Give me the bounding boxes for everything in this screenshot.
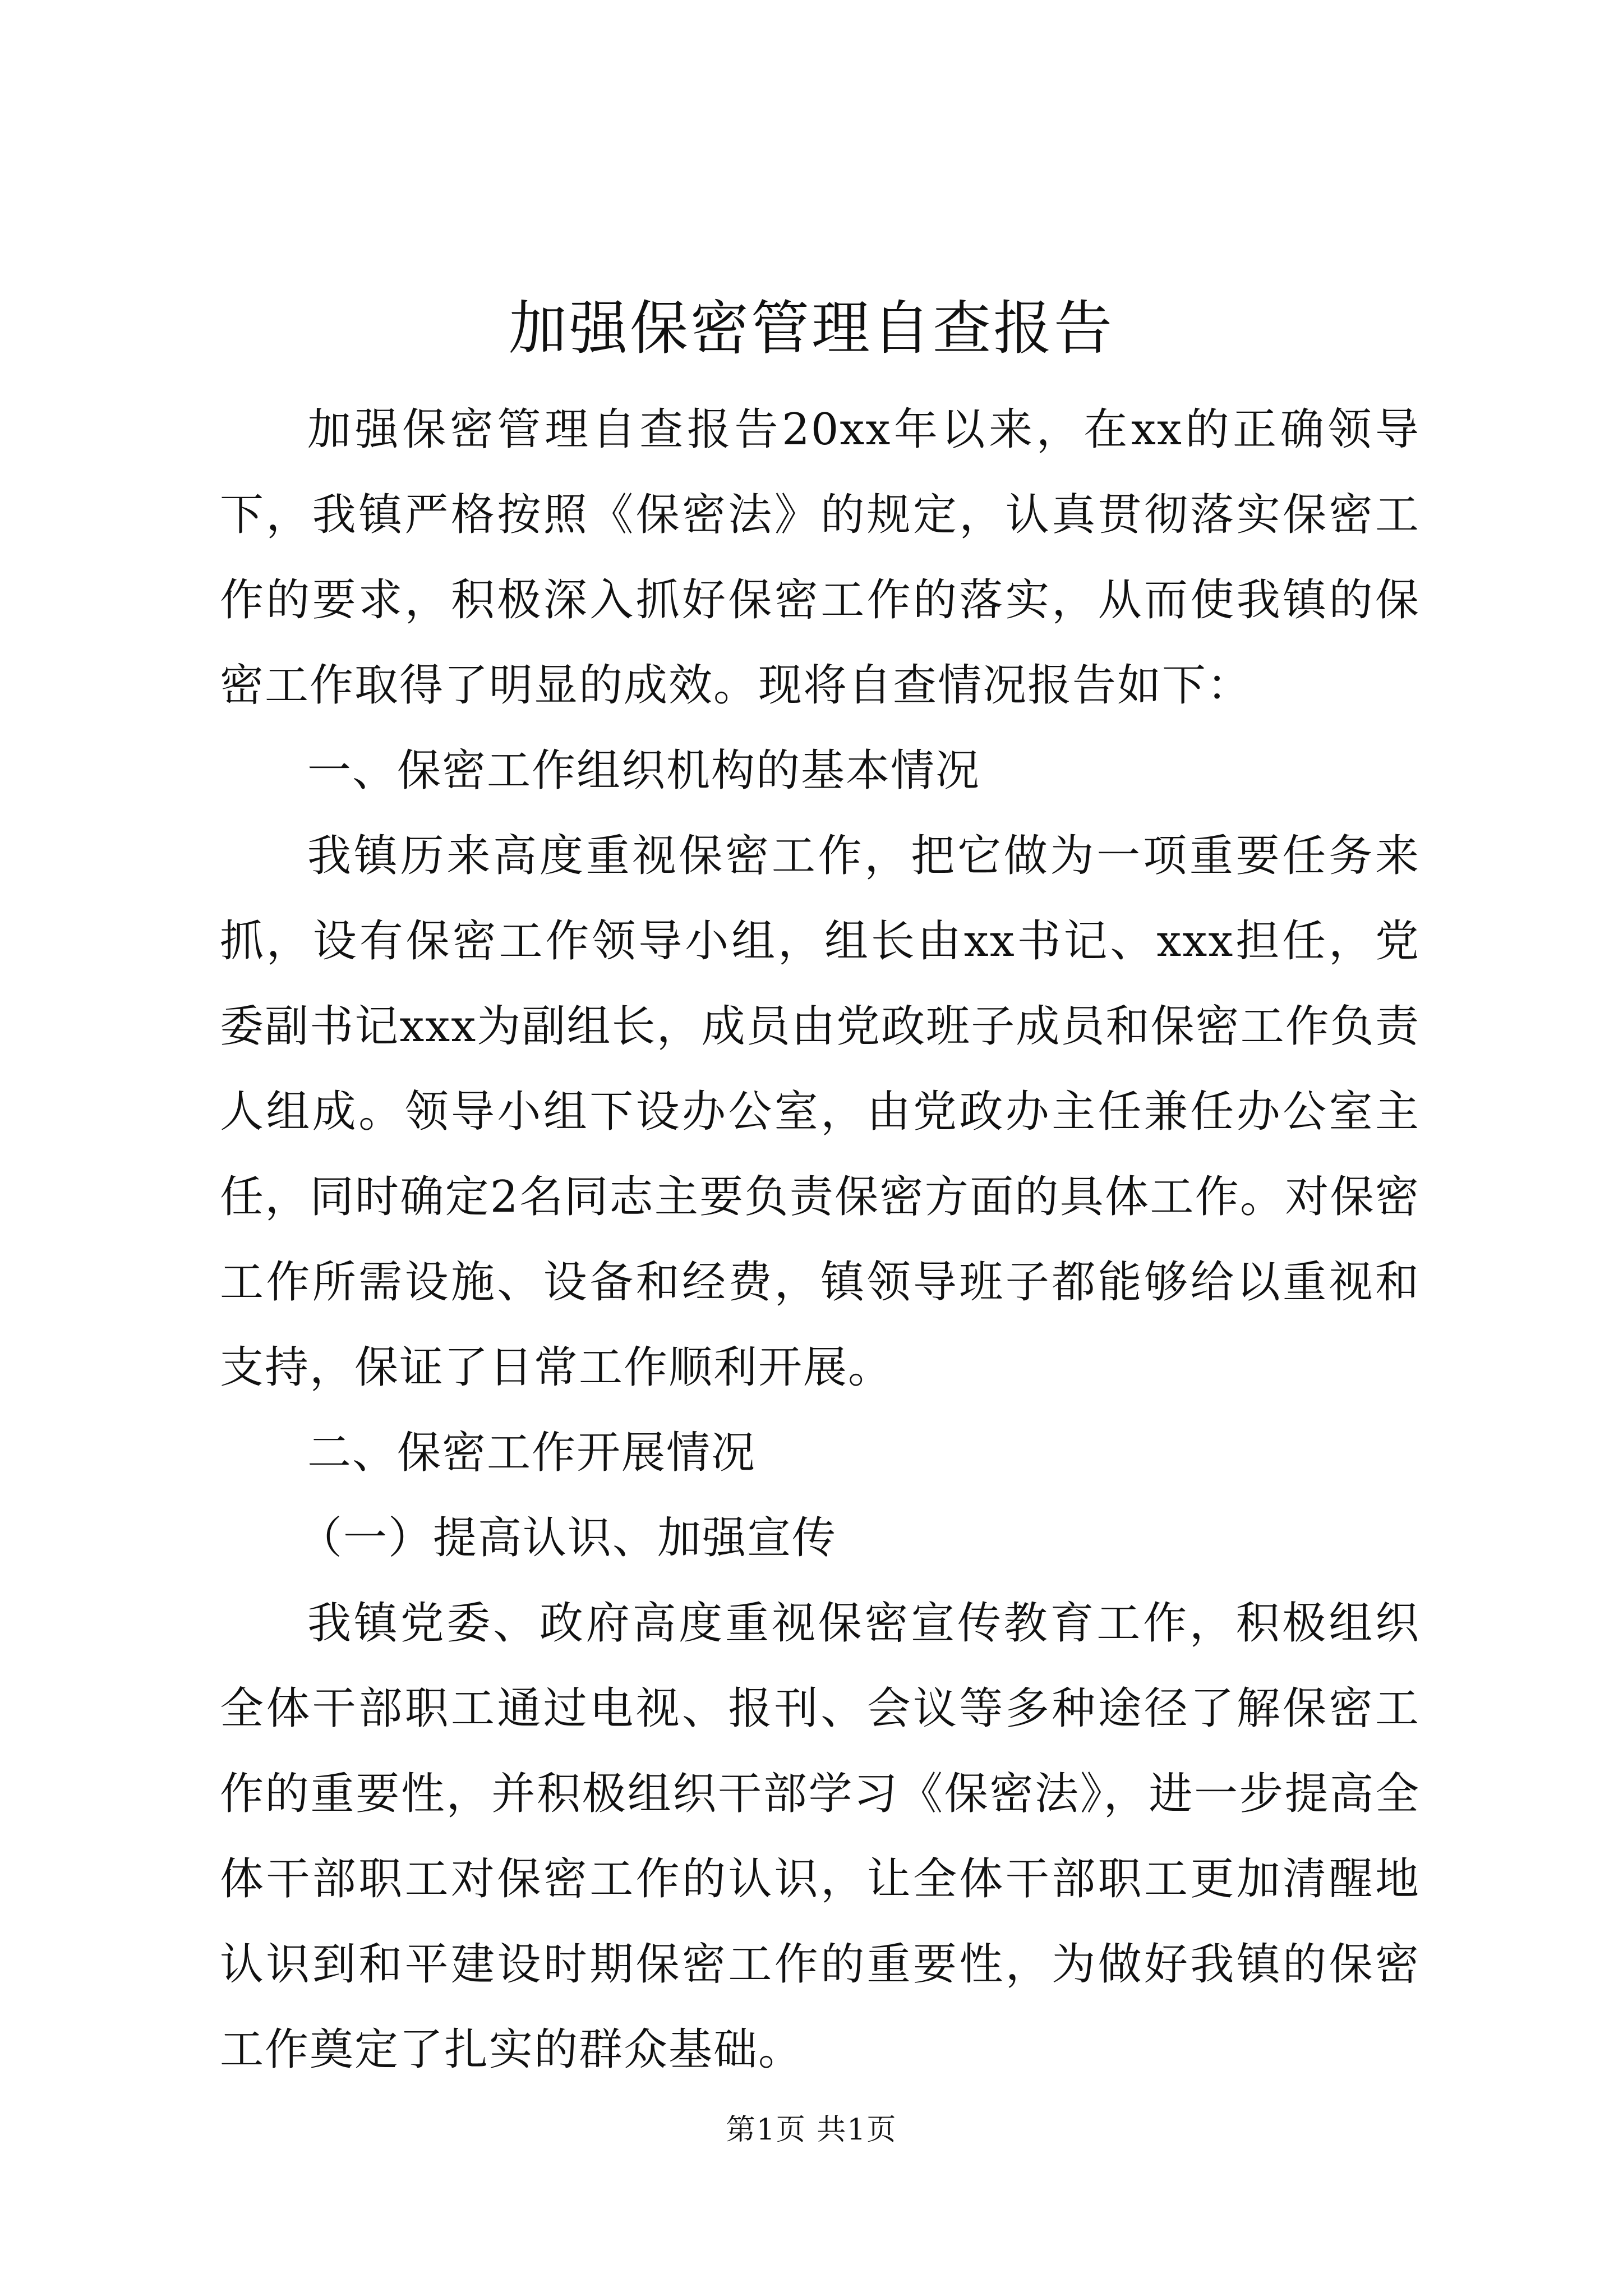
section-1-paragraph: 我镇历来高度重视保密工作，把它做为一项重要任务来抓，设有保密工作领导小组，组长由xx书记、xxx担任，党委副书记xxx为副组长，成员由党政班子成员和保密工作负责人组成。领导小组下设办公室，由党政办主任兼任办公室主任，同时确定2名同志主要负责保密方面的具体工作。对保密工作所需设施、设备和经费，镇领导班子都能够给以重视和支持，保证了日常工作顺利开展。 [220, 831, 1420, 1393]
page-number-footer: 第1页 共1页 [726, 2113, 897, 2147]
intro-paragraph: 加强保密管理自查报告20xx年以来，在xx的正确领导下，我镇严格按照《保密法》的规定，认真贯彻落实保密工作的要求，积极深入抓好保密工作的落实，从而使我镇的保密工作取得了明显的成效。现将自查情况报告如下： [220, 404, 1420, 711]
section-2-sub-1-heading: （一）提高认识、加强宣传 [298, 1513, 837, 1563]
document-body [220, 387, 1420, 2092]
section-2-heading: 二、保密工作开展情况 [307, 1428, 757, 1478]
section-2-sub-1-paragraph: 我镇党委、政府高度重视保密宣传教育工作，积极组织全体干部职工通过电视、报刊、会议等多种途径了解保密工作的重要性，并积极组织干部学习《保密法》，进一步提高全体干部职工对保密工作的认识，让全体干部职工更加清醒地认识到和平建设时期保密工作的重要性，为做好我镇的保密工作奠定了扎实的群众基础。 [220, 1598, 1420, 2075]
section-1-heading: 一、保密工作组织机构的基本情况 [307, 746, 981, 796]
document-title: 加强保密管理自查报告 [508, 294, 1114, 362]
